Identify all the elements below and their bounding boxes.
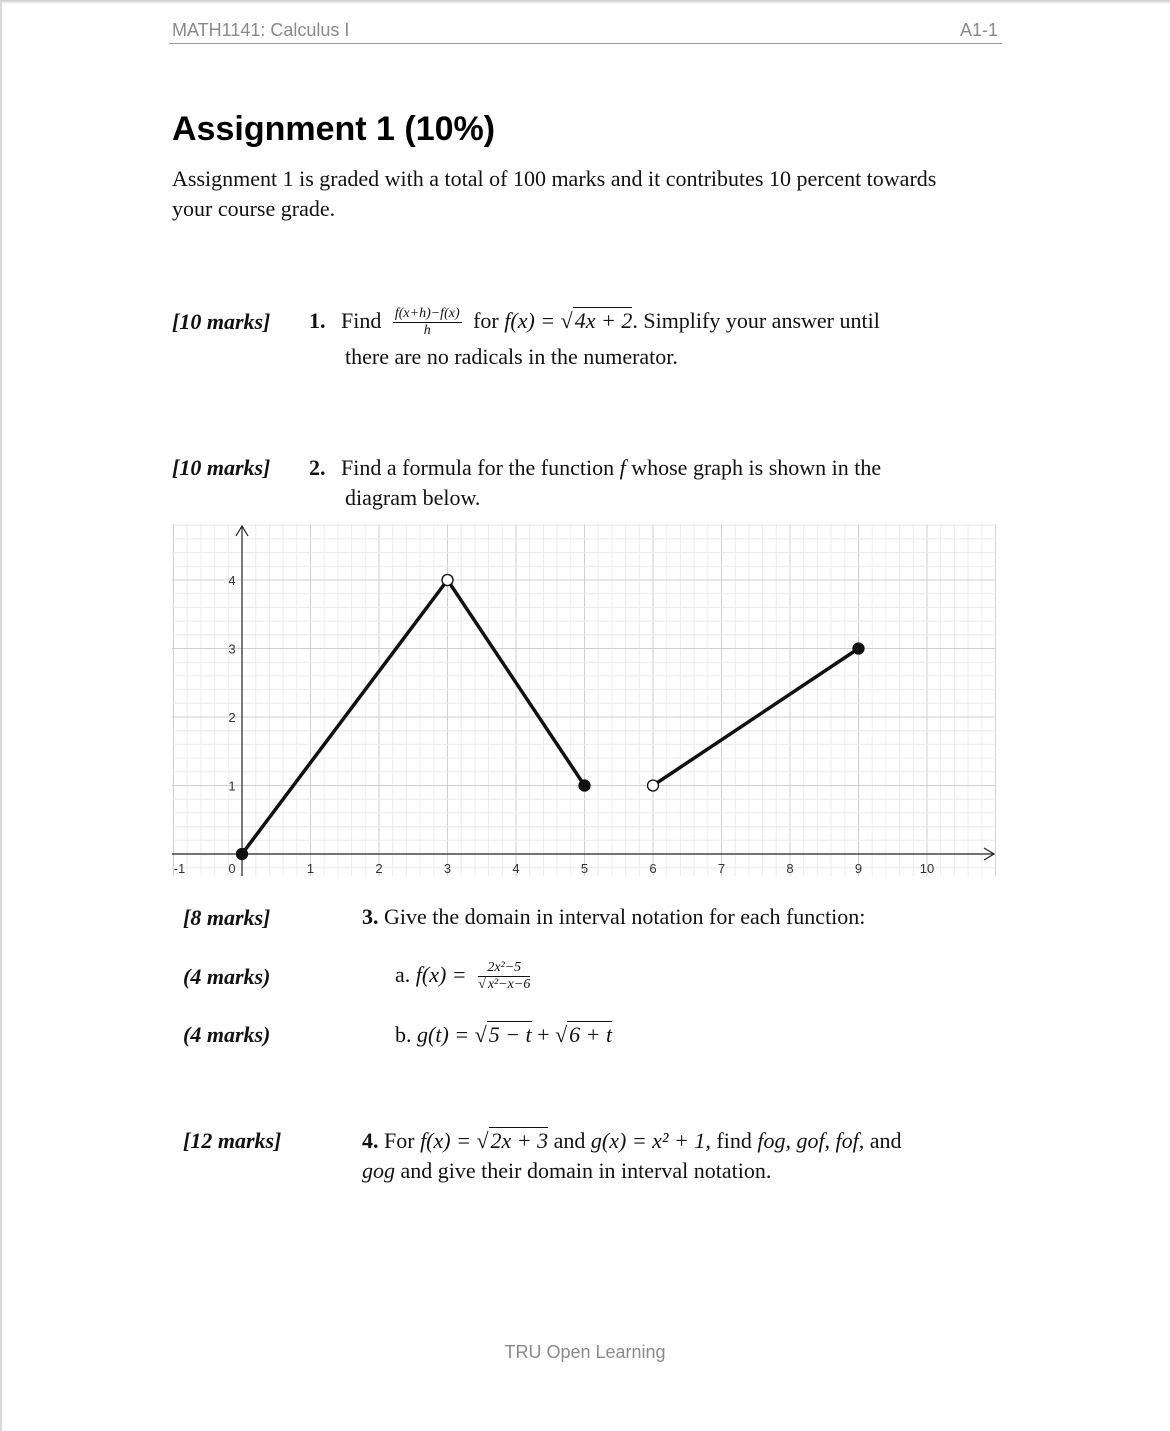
q1-number: 1. — [309, 308, 326, 333]
q4-radicand: 2x + 3 — [490, 1128, 549, 1153]
x-tick-label: 10 — [919, 861, 935, 876]
q3-text: Give the domain in interval notation for each function: — [384, 904, 866, 929]
q3a-fx: f(x) = — [415, 962, 467, 987]
q3-number: 3. — [362, 904, 379, 929]
page-number: A1-1 — [959, 20, 998, 40]
y-tick-label: 1 — [228, 778, 236, 794]
q4-line1 — [362, 1126, 902, 1156]
q4-list: fog, gof, fof, — [757, 1128, 865, 1153]
q2-text2: whose graph is shown in the — [631, 455, 882, 480]
chart-grid — [172, 524, 996, 876]
q4-rest: and give their domain in interval notation. — [400, 1158, 772, 1183]
q3b-sqrt2-sign: √ — [555, 1022, 568, 1047]
q2-line1 — [309, 453, 881, 483]
q4-line2 — [362, 1156, 771, 1186]
q4-number: 4. — [362, 1128, 379, 1153]
q3a-label: a. — [395, 962, 411, 987]
q1-radicand: 4x + 2 — [574, 308, 633, 333]
q4-sqrt-sign: √ — [476, 1128, 489, 1153]
q2-marks: [10 marks] — [172, 455, 271, 480]
q3b-gt: g(t) = — [417, 1022, 470, 1047]
q4-fx: f(x) = — [420, 1128, 471, 1153]
q1-for: for — [473, 308, 499, 333]
q1-sqrt-sign: √ — [560, 308, 573, 333]
q3a-den-wrap — [478, 977, 530, 993]
q3a-expression — [395, 960, 536, 993]
q3a-marks: (4 marks) — [183, 964, 271, 989]
q1-line1 — [309, 306, 880, 339]
q1-rest: . Simplify your answer until — [632, 308, 880, 333]
q3b-marks: (4 marks) — [183, 1022, 271, 1047]
q3a-sqrt-sign: √ — [478, 977, 486, 993]
course-code: MATH1141: Calculus I — [172, 20, 350, 40]
q4-for: For — [384, 1128, 415, 1153]
q3b-radicand2: 6 + t — [569, 1022, 613, 1047]
q3-line1 — [362, 902, 865, 932]
y-tick-label: 4 — [228, 573, 236, 588]
y-tick-label: 2 — [228, 710, 236, 725]
x-tick-label: 8 — [786, 861, 794, 876]
intro-paragraph: Assignment 1 is graded with a total of 100 marks and it contributes 10 percent towards your course grade. — [172, 166, 937, 221]
q1-difference-quotient — [393, 306, 462, 339]
closed-endpoint — [579, 780, 590, 791]
q3a-fraction — [478, 960, 530, 993]
q2-number: 2. — [309, 455, 326, 480]
footer-text: TRU Open Learning — [504, 1342, 666, 1362]
q1-frac-den: h — [423, 323, 431, 339]
y-tick-label: 3 — [228, 641, 236, 657]
chart-axes — [172, 526, 994, 876]
page-title: Assignment 1 (10%) — [172, 110, 496, 148]
q3b-plus: + — [537, 1022, 550, 1047]
x-tick-label: 2 — [375, 861, 383, 876]
page-top-edge — [0, 0, 1170, 4]
q1-fx: f(x) = — [504, 308, 556, 333]
q2-text1: Find a formula for the function — [341, 455, 615, 480]
q4-find: find — [716, 1128, 752, 1153]
q4-and: and — [553, 1128, 586, 1153]
q2-line2: diagram below. — [345, 485, 481, 510]
q4-gog: gog — [362, 1158, 395, 1183]
x-tick-label: 0 — [228, 861, 236, 876]
x-tick-label: 1 — [306, 861, 315, 876]
x-tick-label: -1 — [173, 861, 186, 876]
q3b-sqrt1-sign: √ — [474, 1022, 487, 1047]
open-endpoint — [648, 780, 659, 791]
x-tick-label: 3 — [443, 861, 452, 876]
q4-marks: [12 marks] — [183, 1128, 282, 1153]
q1-marks: [10 marks] — [172, 309, 271, 334]
page-left-edge — [0, 0, 2, 1431]
x-tick-label: 4 — [512, 861, 520, 876]
x-tick-label: 6 — [649, 861, 657, 876]
q4-and2: and — [869, 1128, 902, 1153]
closed-endpoint — [237, 849, 248, 860]
closed-endpoint — [853, 643, 864, 654]
q3a-den: x²−x−6 — [487, 977, 531, 993]
x-tick-label: 5 — [580, 861, 589, 876]
q1-frac-num: f(x+h)−f(x) — [394, 306, 460, 322]
q3b-expression — [395, 1020, 612, 1050]
function-graph — [170, 520, 1000, 882]
x-tick-label: 9 — [854, 861, 863, 876]
q2-fname: f — [619, 455, 626, 480]
q3b-radicand1: 5 − t — [488, 1022, 532, 1047]
q3a-num: 2x²−5 — [478, 960, 530, 977]
q4-gx: g(x) = x² + 1, — [590, 1128, 711, 1153]
x-tick-label: 7 — [717, 861, 726, 876]
q3-marks: [8 marks] — [183, 905, 271, 930]
chart-ticks — [174, 573, 935, 876]
q1-line2: there are no radicals in the numerator. — [345, 344, 678, 369]
q1-find: Find — [341, 308, 382, 333]
q3b-label: b. — [395, 1022, 412, 1047]
header-rule — [169, 43, 1002, 44]
open-endpoint — [442, 575, 453, 586]
